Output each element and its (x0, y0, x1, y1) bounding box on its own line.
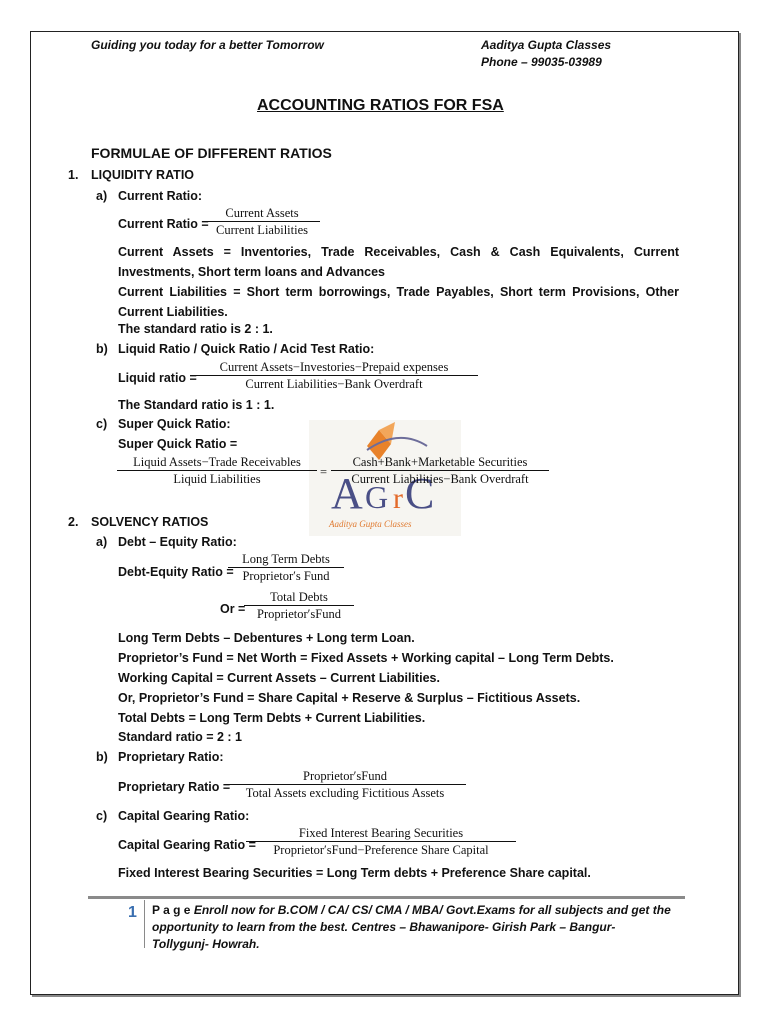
footer-text-block (152, 902, 672, 953)
proprietors-fund-alt-line: Or, Proprietor’s Fund = Share Capital + Reserve & Surplus – Fictitious Assets. (118, 691, 581, 705)
item-1b-marker: b) (96, 342, 108, 356)
fraction-denominator: Proprietor′sFund−Preference Share Capital (246, 841, 516, 858)
super-quick-ratio-lhs: Super Quick Ratio = (118, 437, 238, 451)
fraction-numerator: Total Debts (270, 590, 328, 604)
fraction-numerator: Current Assets−Investories−Prepaid expenses (219, 360, 449, 374)
footer-vertical-divider (144, 900, 145, 948)
footer-divider (88, 896, 685, 899)
capital-gearing-lhs: Capital Gearing Ratio = (118, 838, 256, 852)
long-term-debts-line: Long Term Debts – Debentures + Long term Loan. (118, 631, 415, 645)
fraction-numerator: Long Term Debts (242, 552, 330, 566)
fixed-interest-note: Fixed Interest Bearing Securities = Long Term debts + Preference Share capital. (118, 866, 591, 880)
liquid-ratio-fraction (190, 360, 478, 392)
item-2b-title: Proprietary Ratio: (118, 750, 224, 764)
footer-enroll-text: Enroll now for B.COM / CA/ CS/ CMA / MBA/ Govt.Exams for all subjects and get the opportunity to learn from the best. Centres – Bhawanipore- Girish Park – Bangur- Tollygunj- Howrah. (152, 903, 671, 951)
total-debts-line: Total Debts = Long Term Debts + Current Liabilities. (118, 711, 426, 725)
equals-sign: = (320, 465, 328, 479)
header-brand: Aaditya Gupta Classes (481, 38, 612, 52)
super-quick-fraction-2 (331, 455, 549, 487)
header-tagline: Guiding you today for a better Tomorrow (91, 38, 324, 52)
section-1-heading: LIQUIDITY RATIO (91, 168, 195, 182)
debt-equity-fraction (228, 552, 344, 584)
section-subtitle: FORMULAE OF DIFFERENT RATIOS (91, 145, 332, 161)
fraction-numerator: Fixed Interest Bearing Securities (298, 826, 464, 840)
current-ratio-fraction (204, 206, 320, 238)
super-quick-fraction-1 (117, 455, 317, 487)
debt-equity-or: Or = (220, 602, 246, 616)
svg-text:r: r (393, 482, 403, 515)
fraction-denominator: Current Liabilities−Bank Overdraft (190, 375, 478, 392)
fraction-numerator: Liquid Assets−Trade Receivables (133, 455, 301, 469)
item-2c-title: Capital Gearing Ratio: (118, 809, 250, 823)
svg-text:A: A (331, 469, 363, 518)
fraction-numerator: Cash+Bank+Marketable Securities (352, 455, 528, 469)
item-2a-title: Debt – Equity Ratio: (118, 535, 237, 549)
item-1c-marker: c) (96, 417, 108, 431)
debt-equity-fraction-2 (244, 590, 354, 622)
fraction-denominator: Current Liabilities (204, 221, 320, 238)
fraction-numerator: Proprietor′sFund (303, 769, 387, 783)
current-ratio-standard: The standard ratio is 2 : 1. (118, 322, 273, 336)
fraction-denominator: Total Assets excluding Fictitious Assets (224, 784, 466, 801)
liquid-ratio-standard: The Standard ratio is 1 : 1. (118, 398, 275, 412)
item-1b-title: Liquid Ratio / Quick Ratio / Acid Test Ratio: (118, 342, 375, 356)
page-title: ACCOUNTING RATIOS FOR FSA (257, 97, 504, 114)
logo-caption: Aaditya Gupta Classes (329, 519, 412, 529)
header-phone: Phone – 99035-03989 (481, 55, 602, 69)
item-1c-title: Super Quick Ratio: (118, 417, 231, 431)
fraction-denominator: Proprietor′s Fund (228, 567, 344, 584)
debt-equity-lhs: Debt-Equity Ratio = (118, 565, 234, 579)
section-2-number: 2. (68, 515, 79, 529)
svg-text:C: C (405, 469, 435, 518)
capital-gearing-fraction (246, 826, 516, 858)
debt-equity-standard: Standard ratio = 2 : 1 (118, 730, 242, 744)
fraction-denominator: Proprietor′sFund (244, 605, 354, 622)
proprietary-ratio-lhs: Proprietary Ratio = (118, 780, 231, 794)
current-assets-definition: Current Assets = Inventories, Trade Receivables, Cash & Cash Equivalents, Current Investments, Short term loans and Advances (118, 245, 679, 279)
current-ratio-lhs: Current Ratio = (118, 217, 209, 231)
fraction-numerator: Current Assets (225, 206, 299, 220)
item-2b-marker: b) (96, 750, 108, 764)
svg-text:G: G (365, 479, 389, 515)
fraction-denominator: Liquid Liabilities (117, 470, 317, 487)
section-1-number: 1. (68, 168, 79, 182)
item-2c-marker: c) (96, 809, 108, 823)
section-2-heading: SOLVENCY RATIOS (91, 515, 209, 529)
proprietors-fund-line: Proprietor’s Fund = Net Worth = Fixed Assets + Working capital – Long Term Debts. (118, 651, 614, 665)
item-1a-marker: a) (96, 189, 108, 203)
current-liabilities-definition: Current Liabilities = Short term borrowings, Trade Payables, Short term Provisions, Other Current Liabilities. (118, 285, 679, 319)
fraction-denominator: Current Liabilities−Bank Overdraft (331, 470, 549, 487)
proprietary-ratio-fraction (224, 769, 466, 801)
footer-page-word: P a g e (152, 903, 191, 917)
page-number: 1 (128, 904, 137, 921)
item-2a-marker: a) (96, 535, 108, 549)
working-capital-line: Working Capital = Current Assets – Current Liabilities. (118, 671, 440, 685)
item-1a-title: Current Ratio: (118, 189, 203, 203)
liquid-ratio-lhs: Liquid ratio = (118, 371, 197, 385)
